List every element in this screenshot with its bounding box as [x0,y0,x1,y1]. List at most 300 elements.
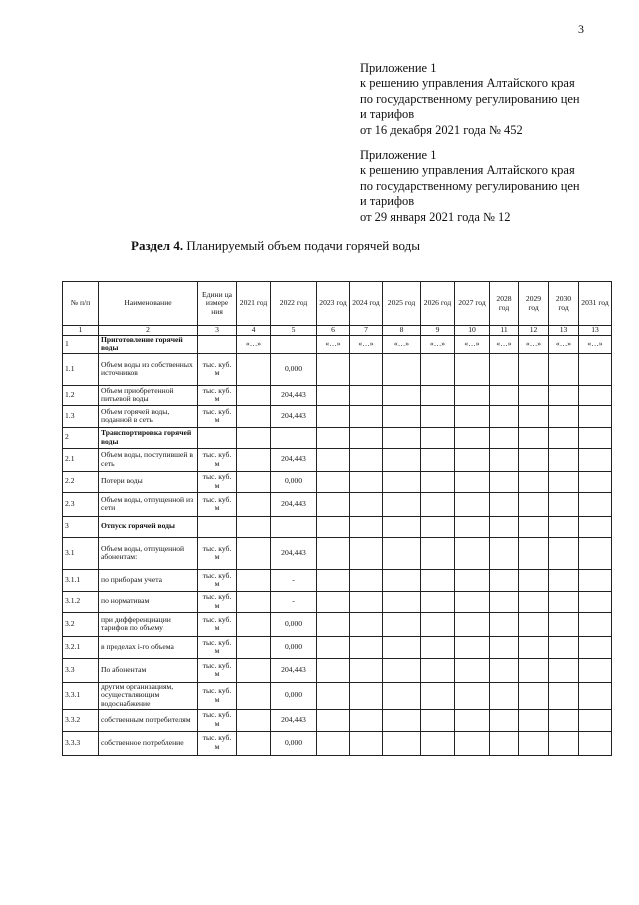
table-row [63,658,612,682]
cell-2028 [490,658,519,682]
cell-2031 [579,591,612,612]
table-row [63,516,612,537]
cell-2022: 204,443 [271,492,317,516]
cell-2024 [350,448,383,471]
row-unit [198,335,237,353]
appendix-line: и тарифов [360,107,415,122]
cell-2030 [549,591,579,612]
cell-2025 [383,448,421,471]
cell-2028 [490,569,519,591]
cell-2030 [549,427,579,448]
cell-2022: 204,443 [271,709,317,731]
cell-2029 [519,569,549,591]
cell-2023 [317,471,350,492]
table-row [63,353,612,385]
column-number: 11 [490,326,519,336]
cell-2024 [350,709,383,731]
row-number: 1.3 [63,405,99,427]
row-number: 3.3.2 [63,709,99,731]
cell-2031: «…» [579,335,612,353]
row-unit: тыс. куб. м [198,591,237,612]
cell-2022: 0,000 [271,636,317,658]
cell-2028 [490,516,519,537]
cell-2023 [317,731,350,755]
table-row [63,731,612,755]
cell-2031 [579,569,612,591]
appendix-line: к решению управления Алтайского края [360,163,575,178]
column-number: 12 [519,326,549,336]
cell-2026 [421,537,455,569]
row-name: По абонентам [99,658,198,682]
cell-2027 [455,537,490,569]
appendix-line: от 29 января 2021 года № 12 [360,209,511,224]
cell-2021 [237,427,271,448]
cell-2023 [317,448,350,471]
row-name: Объем воды, поступившей в сеть [99,448,198,471]
column-number: 9 [421,326,455,336]
cell-2024 [350,658,383,682]
cell-2028 [490,636,519,658]
cell-2026 [421,636,455,658]
cell-2024 [350,427,383,448]
cell-2029: «…» [519,335,549,353]
cell-2027 [455,591,490,612]
cell-2027 [455,448,490,471]
cell-2028 [490,353,519,385]
cell-2030: «…» [549,335,579,353]
table-row [63,636,612,658]
section-label: Раздел 4. [131,238,184,253]
cell-2027 [455,636,490,658]
cell-2029 [519,448,549,471]
cell-2031 [579,405,612,427]
cell-2023 [317,682,350,709]
header-2025: 2025 год [383,282,421,326]
cell-2026 [421,591,455,612]
header-2029: 2029 год [519,282,549,326]
cell-2025 [383,658,421,682]
cell-2029 [519,658,549,682]
cell-2028 [490,492,519,516]
cell-2021 [237,682,271,709]
cell-2028 [490,612,519,636]
cell-2026 [421,448,455,471]
cell-2021 [237,658,271,682]
cell-2028 [490,682,519,709]
cell-2022: 204,443 [271,405,317,427]
cell-2021 [237,591,271,612]
cell-2021 [237,405,271,427]
cell-2030 [549,658,579,682]
cell-2030 [549,405,579,427]
cell-2028 [490,405,519,427]
cell-2025 [383,353,421,385]
cell-2031 [579,731,612,755]
cell-2031 [579,658,612,682]
header-row [63,282,612,326]
header-2026: 2026 год [421,282,455,326]
row-name: Объем приобретенной питьевой воды [99,385,198,405]
column-number: 13 [579,326,612,336]
row-unit: тыс. куб. м [198,569,237,591]
cell-2024 [350,612,383,636]
row-unit: тыс. куб. м [198,353,237,385]
row-number: 1 [63,335,99,353]
header-2030: 2030 год [549,282,579,326]
cell-2029 [519,427,549,448]
appendix-line: по государственному регулированию цен [360,178,580,193]
row-number: 3 [63,516,99,537]
row-unit [198,516,237,537]
cell-2031 [579,353,612,385]
cell-2026 [421,516,455,537]
cell-2030 [549,353,579,385]
cell-2022 [271,335,317,353]
cell-2028 [490,537,519,569]
row-unit: тыс. куб. м [198,731,237,755]
appendix-header-current [360,61,630,138]
cell-2025: «…» [383,335,421,353]
column-number-row [63,326,612,336]
cell-2024 [350,682,383,709]
cell-2027 [455,471,490,492]
row-unit: тыс. куб. м [198,448,237,471]
cell-2024 [350,537,383,569]
cell-2030 [549,516,579,537]
cell-2022: 0,000 [271,612,317,636]
cell-2025 [383,405,421,427]
cell-2031 [579,612,612,636]
row-name: Отпуск горячей воды [99,516,198,537]
cell-2030 [549,385,579,405]
row-number: 1.1 [63,353,99,385]
cell-2030 [549,492,579,516]
cell-2027 [455,492,490,516]
cell-2026 [421,658,455,682]
cell-2026 [421,612,455,636]
row-name: Объем воды, отпущенной из сети [99,492,198,516]
cell-2030 [549,471,579,492]
cell-2021 [237,448,271,471]
row-number: 3.3.3 [63,731,99,755]
row-unit: тыс. куб. м [198,636,237,658]
row-number: 2.2 [63,471,99,492]
header-unit: Едини ца измере ния [198,282,237,326]
cell-2030 [549,537,579,569]
cell-2028: «…» [490,335,519,353]
cell-2026 [421,709,455,731]
row-number: 2.1 [63,448,99,471]
row-name: при дифференциации тарифов по объему [99,612,198,636]
header-2027: 2027 год [455,282,490,326]
cell-2029 [519,405,549,427]
header-2021: 2021 год [237,282,271,326]
row-name: Объем воды, отпущенной абонентам: [99,537,198,569]
row-number: 3.1 [63,537,99,569]
cell-2021 [237,569,271,591]
row-unit: тыс. куб. м [198,471,237,492]
cell-2025 [383,636,421,658]
water-volume-table [62,281,612,756]
cell-2029 [519,591,549,612]
cell-2027 [455,516,490,537]
cell-2022: 204,443 [271,537,317,569]
cell-2021 [237,353,271,385]
cell-2021 [237,385,271,405]
cell-2030 [549,569,579,591]
cell-2029 [519,612,549,636]
cell-2028 [490,591,519,612]
cell-2024 [350,492,383,516]
row-name: Приготовление горячей воды [99,335,198,353]
cell-2025 [383,427,421,448]
row-unit: тыс. куб. м [198,709,237,731]
header-name: Наименование [99,282,198,326]
appendix-line: к решению управления Алтайского края [360,76,575,91]
cell-2029 [519,731,549,755]
cell-2027 [455,709,490,731]
cell-2030 [549,709,579,731]
cell-2023 [317,492,350,516]
cell-2028 [490,471,519,492]
cell-2024 [350,385,383,405]
cell-2024 [350,405,383,427]
cell-2025 [383,612,421,636]
row-name: по нормативам [99,591,198,612]
row-unit [198,427,237,448]
appendix-line: от 16 декабря 2021 года № 452 [360,122,523,137]
cell-2021 [237,537,271,569]
cell-2024 [350,636,383,658]
cell-2026 [421,353,455,385]
cell-2025 [383,591,421,612]
row-unit: тыс. куб. м [198,405,237,427]
cell-2023 [317,658,350,682]
cell-2024 [350,516,383,537]
cell-2023 [317,709,350,731]
cell-2023 [317,636,350,658]
cell-2031 [579,709,612,731]
cell-2025 [383,569,421,591]
cell-2023 [317,353,350,385]
cell-2024 [350,591,383,612]
cell-2031 [579,448,612,471]
cell-2027 [455,658,490,682]
cell-2031 [579,516,612,537]
section-title [131,238,420,254]
table-row [63,427,612,448]
row-name: Объем воды из собственных источников [99,353,198,385]
table-row [63,471,612,492]
cell-2026 [421,492,455,516]
cell-2028 [490,731,519,755]
cell-2023 [317,591,350,612]
table-row [63,709,612,731]
row-name: Объем горячей воды, поданной в сеть [99,405,198,427]
cell-2022: 0,000 [271,353,317,385]
header-2031: 2031 год [579,282,612,326]
cell-2029 [519,682,549,709]
cell-2028 [490,427,519,448]
cell-2021 [237,731,271,755]
cell-2023 [317,405,350,427]
cell-2029 [519,709,549,731]
cell-2022: 0,000 [271,682,317,709]
row-name: по приборам учета [99,569,198,591]
cell-2022: 204,443 [271,658,317,682]
column-number: 8 [383,326,421,336]
cell-2021: «…» [237,335,271,353]
cell-2026: «…» [421,335,455,353]
row-unit: тыс. куб. м [198,537,237,569]
cell-2022: 0,000 [271,471,317,492]
cell-2028 [490,448,519,471]
row-unit: тыс. куб. м [198,658,237,682]
header-2022: 2022 год [271,282,317,326]
cell-2021 [237,709,271,731]
cell-2025 [383,492,421,516]
cell-2029 [519,353,549,385]
page-number: 3 [578,22,584,36]
cell-2027: «…» [455,335,490,353]
cell-2026 [421,471,455,492]
table-row [63,612,612,636]
cell-2023 [317,612,350,636]
cell-2027 [455,682,490,709]
appendix-line: и тарифов [360,194,415,209]
cell-2021 [237,516,271,537]
cell-2021 [237,471,271,492]
cell-2022: 0,000 [271,731,317,755]
cell-2027 [455,612,490,636]
appendix-header-original [360,148,630,225]
cell-2027 [455,353,490,385]
cell-2023 [317,537,350,569]
cell-2025 [383,385,421,405]
cell-2022 [271,516,317,537]
appendix-line: по государственному регулированию цен [360,91,580,106]
row-unit: тыс. куб. м [198,492,237,516]
cell-2031 [579,537,612,569]
cell-2031 [579,385,612,405]
cell-2025 [383,709,421,731]
column-number: 6 [317,326,350,336]
row-name: другим организациям, осуществляющим водоснабжение [99,682,198,709]
cell-2026 [421,405,455,427]
row-name: Потери воды [99,471,198,492]
cell-2025 [383,516,421,537]
column-number: 4 [237,326,271,336]
row-number: 1.2 [63,385,99,405]
cell-2022: - [271,591,317,612]
cell-2023 [317,427,350,448]
row-name: собственное потребление [99,731,198,755]
cell-2026 [421,427,455,448]
row-unit: тыс. куб. м [198,385,237,405]
table-row [63,591,612,612]
header-2023: 2023 год [317,282,350,326]
row-number: 3.3.1 [63,682,99,709]
cell-2028 [490,709,519,731]
header-2024: 2024 год [350,282,383,326]
column-number: 10 [455,326,490,336]
appendix-line: Приложение 1 [360,61,437,75]
column-number: 2 [99,326,198,336]
row-unit: тыс. куб. м [198,682,237,709]
cell-2027 [455,569,490,591]
cell-2031 [579,492,612,516]
row-number: 3.3 [63,658,99,682]
cell-2026 [421,385,455,405]
table-row [63,448,612,471]
cell-2022: 204,443 [271,385,317,405]
cell-2031 [579,682,612,709]
cell-2029 [519,492,549,516]
row-unit: тыс. куб. м [198,612,237,636]
row-number: 3.2.1 [63,636,99,658]
table-row [63,537,612,569]
row-number: 2.3 [63,492,99,516]
cell-2025 [383,682,421,709]
cell-2026 [421,569,455,591]
row-name: собственным потребителям [99,709,198,731]
table-row [63,682,612,709]
cell-2029 [519,385,549,405]
cell-2023 [317,385,350,405]
row-number: 2 [63,427,99,448]
cell-2023 [317,569,350,591]
cell-2026 [421,731,455,755]
cell-2024 [350,471,383,492]
cell-2022: 204,443 [271,448,317,471]
cell-2024: «…» [350,335,383,353]
column-number: 3 [198,326,237,336]
column-number: 1 [63,326,99,336]
appendix-line: Приложение 1 [360,148,437,162]
cell-2028 [490,385,519,405]
cell-2027 [455,427,490,448]
cell-2030 [549,731,579,755]
cell-2029 [519,537,549,569]
cell-2023: «…» [317,335,350,353]
cell-2027 [455,405,490,427]
cell-2024 [350,731,383,755]
table-row [63,385,612,405]
header-num: № п/п [63,282,99,326]
row-name: в пределах i-го объема [99,636,198,658]
cell-2031 [579,636,612,658]
cell-2024 [350,569,383,591]
cell-2021 [237,492,271,516]
header-2028: 2028 год [490,282,519,326]
cell-2025 [383,731,421,755]
cell-2031 [579,471,612,492]
row-name: Транспортировка горячей воды [99,427,198,448]
cell-2022 [271,427,317,448]
cell-2030 [549,612,579,636]
cell-2027 [455,385,490,405]
table-row [63,492,612,516]
row-number: 3.2 [63,612,99,636]
section-text: Планируемый объем подачи горячей воды [183,238,420,253]
table-row [63,335,612,353]
cell-2030 [549,636,579,658]
column-number: 13 [549,326,579,336]
cell-2029 [519,471,549,492]
cell-2030 [549,448,579,471]
column-number: 7 [350,326,383,336]
row-number: 3.1.1 [63,569,99,591]
